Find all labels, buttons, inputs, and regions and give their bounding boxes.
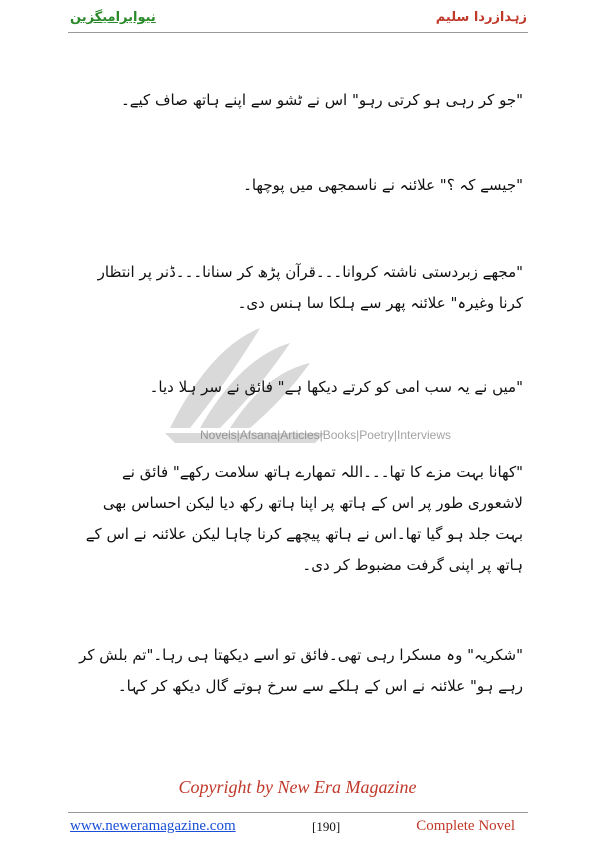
novel-type-label: Complete Novel bbox=[416, 818, 515, 834]
paragraph-1: "جو کر رہی ہو کرتی رہو" اس نے ٹشو سے اپنے ہاتھ صاف کیے۔ bbox=[120, 91, 523, 109]
paragraph-4: "میں نے یہ سب امی کو کرتے دیکھا ہے" فائق نے سر ہلا دیا۔ bbox=[149, 378, 523, 396]
page-number: [190] bbox=[312, 819, 341, 834]
magazine-name: نیوایرامیگزین bbox=[70, 10, 156, 25]
header-divider bbox=[68, 32, 528, 33]
copyright-notice: Copyright by New Era Magazine bbox=[178, 777, 417, 797]
author-name: زہدازردا سلیم bbox=[435, 10, 527, 25]
paragraph-2: "جیسے کہ ؟" علائنہ نے ناسمجھی میں پوچھا۔ bbox=[243, 176, 523, 194]
footer-divider bbox=[68, 812, 528, 813]
paragraph-6: "شکریہ" وہ مسکرا رہی تھی۔فائق تو اسے دیکھتا ہی رہا۔"تم بلش کر رہے ہو" علائنہ نے اس کے ہلکے سے سرخ ہوتے گال دیکھ کر کہا۔ bbox=[79, 646, 523, 695]
watermark-subtitle: Novels|Afsana|Articles|Books|Poetry|Interviews bbox=[200, 428, 452, 442]
website-link[interactable]: www.neweramagazine.com bbox=[70, 818, 236, 834]
paragraph-3: "مجھے زبردستی ناشتہ کروانا۔۔۔قرآن پڑھ کر سنانا۔۔۔ڈنر پر انتظار کرنا وغیرہ" علائنہ پھر سے ہلکا سا ہنس دی۔ bbox=[97, 263, 523, 312]
paragraph-5: "کھانا بہت مزے کا تھا۔۔۔اللہ تمھارے ہاتھ سلامت رکھے" فائق نے لاشعوری طور پر اس کے ہاتھ پر اپنا ہاتھ رکھ دیا لیکن احساس بھی بہت جلد ہو گیا تھا۔اس نے ہاتھ پیچھے کرنا چاہا لیکن علائنہ نے اس کے ہاتھ پر اپنی گرفت مضبوط کر دی۔ bbox=[85, 463, 523, 574]
